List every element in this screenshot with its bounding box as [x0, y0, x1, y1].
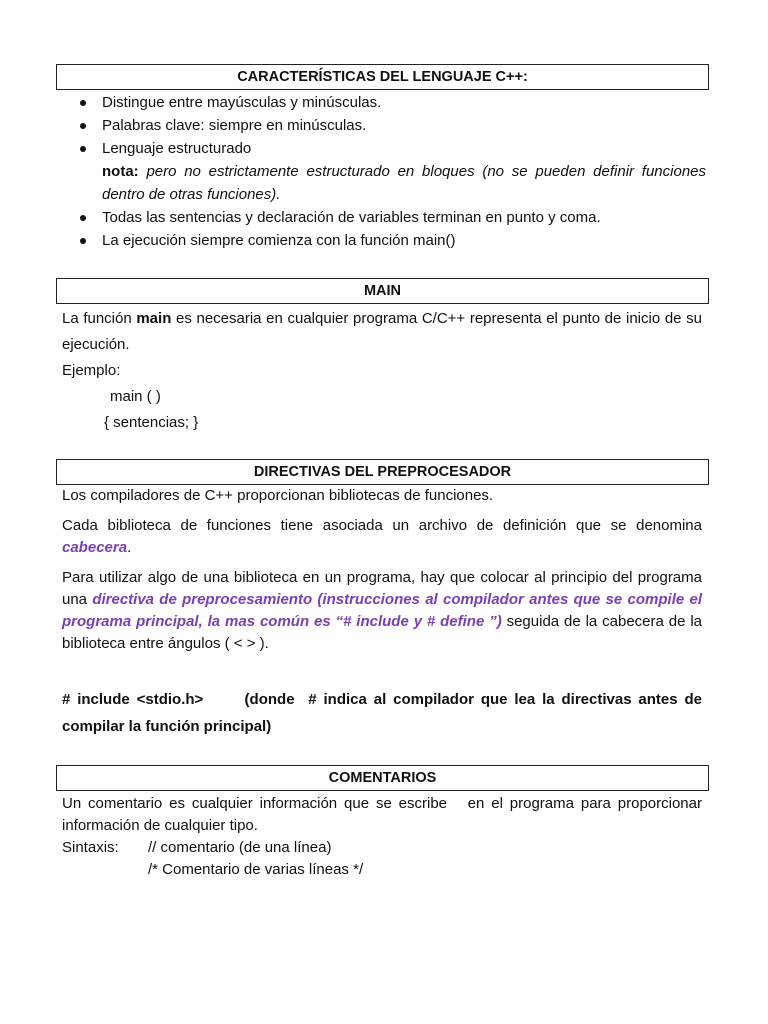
directivas-p1: Los compiladores de C++ proporcionan bibliotecas de funciones.	[62, 487, 494, 504]
text-run: Cada biblioteca de funciones tiene asociada un archivo de definición que se denomina	[62, 517, 702, 534]
section-header-caracteristicas: CARACTERÍSTICAS DEL LENGUAJE C++:	[56, 64, 709, 90]
note-label: nota:	[102, 163, 139, 180]
keyword-main: main	[136, 310, 172, 327]
list-item-text: Lenguaje estructurado	[102, 140, 252, 157]
comentarios-paragraph: Un comentario es cualquier información que se escribe en el programa para proporcionar información de cualquier tipo.	[62, 795, 707, 834]
code-line: main ( )	[110, 388, 161, 405]
comment-example: // comentario (de una línea)	[148, 839, 332, 856]
section-header-comentarios: COMENTARIOS	[56, 765, 709, 791]
bullet-icon	[80, 146, 86, 152]
text-run: .	[127, 539, 132, 556]
list-item-text: Distingue entre mayúsculas y minúsculas.	[102, 94, 382, 111]
sintaxis-line-1	[62, 837, 702, 859]
sintaxis-block	[62, 837, 702, 881]
bullet-icon	[80, 238, 86, 244]
comment-example: /* Comentario de varias líneas */	[148, 861, 364, 878]
directivas-p2	[62, 515, 702, 559]
sintaxis-label: Sintaxis:	[62, 839, 119, 856]
ejemplo-block	[62, 358, 702, 436]
list-item	[56, 114, 706, 137]
bullet-icon	[80, 215, 86, 221]
section-header-directivas: DIRECTIVAS DEL PREPROCESADOR	[56, 459, 709, 485]
highlight-directiva: directiva de preprocesamiento (instrucciones al compilador antes que se compile el programa principal, la mas común es “# include y # define ”)	[62, 591, 702, 630]
include-example: # include <stdio.h> (donde # indica al compilador que lea la directivas antes de compilar la función principal)	[62, 691, 707, 735]
code-line: { sentencias; }	[104, 414, 199, 431]
list-item-text: Palabras clave: siempre en minúsculas.	[102, 117, 367, 134]
directivas-p3	[62, 567, 702, 655]
text-run: seguida de la cabecera de la biblioteca entre ángulos ( < > ).	[62, 613, 702, 652]
list-item	[56, 206, 706, 229]
section-header-main: MAIN	[56, 278, 709, 304]
list-item-text: Todas las sentencias y declaración de variables terminan en punto y coma.	[102, 209, 601, 226]
main-paragraph	[62, 306, 702, 358]
list-item	[56, 137, 706, 160]
list-item-text: La ejecución siempre comienza con la función main()	[102, 232, 456, 249]
note-text: pero no estrictamente estructurado en bloques (no se pueden definir funciones dentro de otras funciones).	[102, 163, 706, 203]
text-run: es necesaria en cualquier programa C/C++ representa el punto de inicio de su ejecución.	[62, 310, 703, 353]
text-run: La función	[62, 310, 137, 327]
bullet-icon	[80, 123, 86, 129]
bullet-icon	[80, 100, 86, 106]
note-paragraph	[56, 160, 706, 206]
list-item	[56, 229, 706, 252]
ejemplo-label: Ejemplo:	[62, 362, 121, 379]
highlight-cabecera: cabecera	[62, 539, 128, 556]
sintaxis-line-2	[62, 859, 702, 881]
list-item	[56, 91, 706, 114]
caracteristicas-list	[56, 91, 706, 252]
text-run: Para utilizar algo de una biblioteca en un programa, hay que colocar al principio del programa una	[62, 569, 702, 608]
